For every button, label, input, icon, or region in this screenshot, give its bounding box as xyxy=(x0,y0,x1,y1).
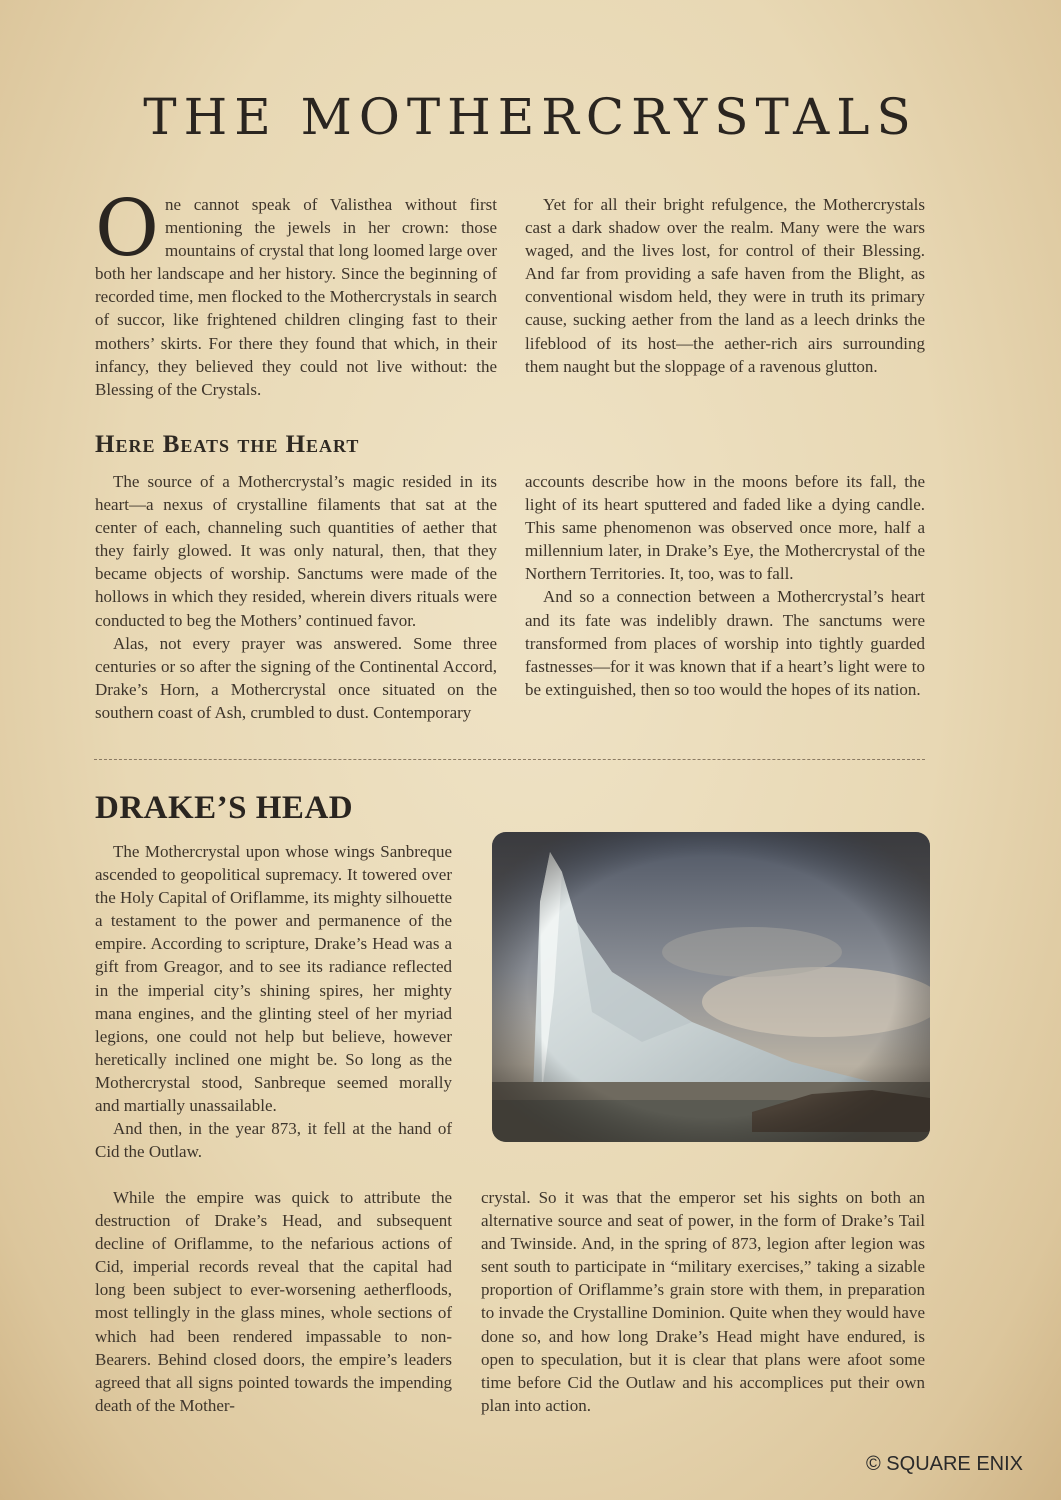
heart-right-column xyxy=(525,470,925,701)
section-divider xyxy=(94,759,925,760)
intro-paragraph-2: Yet for all their bright refulgence, the Mothercrystals cast a dark shadow over the realm. Many were the wars waged, and the lives lost, for control of their Blessing. And far from providing a safe haven from the Blight, as conventional wisdom held, they were in truth its primary cause, sucking aether from the land as a leech drinks the lifeblood of its host—the aether-rich airs surrounding them naught but the sloppage of a ravenous glutton. xyxy=(525,195,925,376)
intro-right-column xyxy=(525,193,925,378)
heart-paragraph-2: Alas, not every prayer was answered. Some three centuries or so after the signing of the Continental Accord, Drake’s Horn, a Mothercrystal once situated on the southern coast of Ash, crumbled to dust. Contemporary xyxy=(95,633,497,722)
crystal-landscape-painting xyxy=(492,832,930,1142)
page-title: THE MOTHERCRYSTALS xyxy=(143,88,918,146)
drakes-head-illustration xyxy=(492,832,930,1142)
heart-paragraph-4: And so a connection between a Mothercrystal’s heart and its fate was indelibly drawn. The sanctums were transformed from places of worship into tightly guarded fastnesses—for it was known that if a heart’s light were to be extinguished, then so too would the hopes of its nation. xyxy=(525,587,925,699)
heart-paragraph-1: The source of a Mothercrystal’s magic resided in its heart—a nexus of crystalline filaments that sat at the center of each, channeling such quantities of aether that they fairly glowed. It was only natural, then, that they became objects of worship. Sanctums were made of the hollows in which they resided, wherein divers rituals were conducted to beg the Mothers’ continued favor. xyxy=(95,472,497,630)
copyright-notice: © SQUARE ENIX xyxy=(866,1453,1023,1475)
heart-paragraph-3: accounts describe how in the moons before its fall, the light of its heart sputtered and faded like a dying candle. This same phenomenon was observed once more, half a millennium later, in Drake’s Eye, the Mothercrystal of the Northern Territories. It, too, was to fall. xyxy=(525,472,925,584)
intro-paragraph-1: ne cannot speak of Valisthea without first mentioning the jewels in her crown: those mountains of crystal that long loomed large over both her landscape and her history. Since the beginning of recorded time, men flocked to the Mothercrystals in search of succor, like frightened children clinging fast to their mothers’ skirts. For there they found that which, in their infancy, they believed they could not live without: the Blessing of the Crystals. xyxy=(95,195,497,399)
heart-left-column xyxy=(95,470,497,724)
drake-bottom-left-column xyxy=(95,1186,452,1417)
intro-left-column xyxy=(95,184,497,401)
section-heading-drakes-head: DRAKE’S HEAD xyxy=(95,790,354,826)
section-heading-heart: Here Beats the Heart xyxy=(95,431,360,458)
drake-paragraph-2: And then, in the year 873, it fell at the hand of Cid the Outlaw. xyxy=(95,1119,452,1162)
drake-paragraph-4: crystal. So it was that the emperor set his sights on both an alternative source and seat of power, in the form of Drake’s Tail and Twinside. And, in the spring of 873, legion after legion was sent south to participate in “military exercises,” taking a sizable proportion of Oriflamme’s grain store with them, in preparation to invade the Crystalline Dominion. Quite when they would have done so, and how long Drake’s Head might have endured, is open to speculation, but it is clear that plans were afoot some time before Cid the Outlaw and his accomplices put their own plan into action. xyxy=(481,1188,925,1415)
drop-cap: O xyxy=(95,184,159,274)
drake-paragraph-3: While the empire was quick to attribute the destruction of Drake’s Head, and subsequent decline of Oriflamme, to the nefarious actions of Cid, imperial records reveal that the capital had long been subject to ever-worsening aetherfloods, most tellingly in the glass mines, whole sections of which had been rendered impassable to non-Bearers. Behind closed doors, the empire’s leaders agreed that all signs pointed towards the impending death of the Mother- xyxy=(95,1188,452,1415)
drake-paragraph-1: The Mothercrystal upon whose wings Sanbreque ascended to geopolitical supremacy. It towered over the Holy Capital of Oriflamme, its mighty silhouette a testament to the power and permanence of the empire. According to scripture, Drake’s Head was a gift from Greagor, and to see its radiance reflected in the imperial city’s shining spires, her mighty mana engines, and the glinting steel of her myriad legions, one could not help but believe, however heretically inclined one might be. So long as the Mothercrystal stood, Sanbreque seemed morally and martially unassailable. xyxy=(95,842,452,1116)
drake-bottom-right-column xyxy=(481,1186,925,1417)
drake-left-column xyxy=(95,840,452,1163)
